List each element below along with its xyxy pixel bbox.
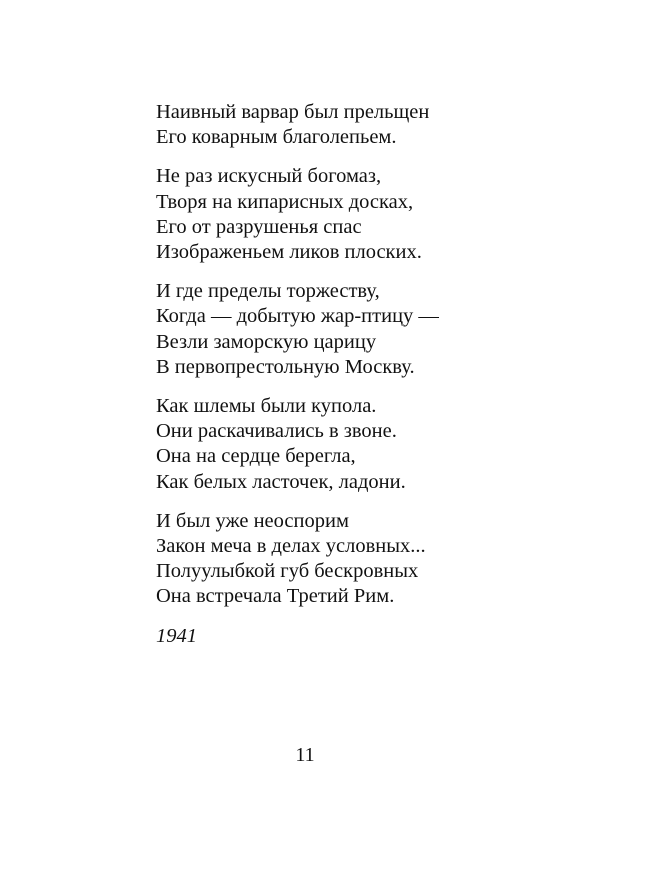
page-number: 11 [295,744,315,766]
poem-line: Его коварным благолепьем. [156,126,397,149]
poem-line: Творя на кипарисных досках, [156,190,414,213]
stanza-3 [156,279,616,380]
stanza-2 [156,164,616,265]
poem-line: Наивный варвар был прельщен [156,101,430,123]
poem-line: Его от разрушенья спас [156,215,362,238]
stanza-4 [156,394,616,495]
poem [156,100,616,649]
poem-line: И где пределы торжеству, [156,280,380,303]
poem-line: Не раз искусный богомаз, [156,165,382,188]
poem-line: Она на сердце берегла, [156,445,356,468]
poem-line: Она встречала Третий Рим. [156,585,395,608]
stanza-5 [156,509,616,610]
poem-line: Как шлемы были купола. [156,395,377,418]
poem-line: Полуулыбкой губ бескровных [156,560,419,583]
poem-line: В первопрестольную Москву. [156,355,415,378]
poem-line: Везли заморскую царицу [156,330,377,353]
poem-line: И был уже неоспорим [156,509,349,532]
poem-date: 1941 [156,624,197,647]
poem-line: Закон меча в делах условных... [156,535,426,558]
poem-line: Изображеньем ликов плоских. [156,241,422,264]
poem-line: Как белых ласточек, ладони. [156,470,406,493]
poem-line: Когда — добытую жар-птицу — [156,305,439,328]
stanza-1 [156,100,616,150]
poem-line: Они раскачивались в звоне. [156,420,397,443]
